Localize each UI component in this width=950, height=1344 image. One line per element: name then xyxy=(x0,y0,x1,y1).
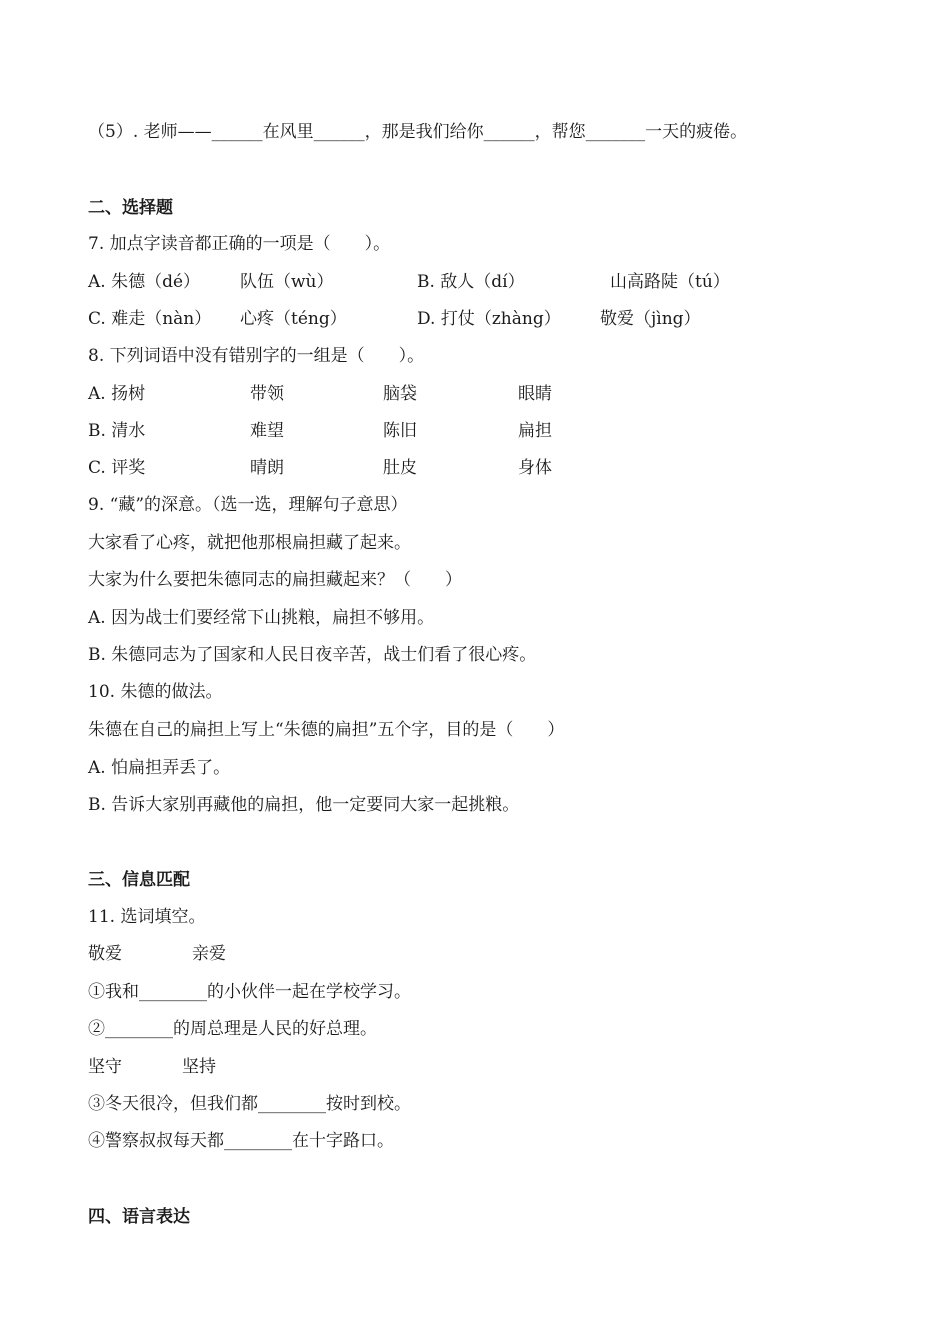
q9-stem: 9. “藏”的深意。（选一选，理解句子意思） xyxy=(88,495,408,515)
q9-option-a: A. 因为战士们要经常下山挑粮，扁担不够用。 xyxy=(88,608,435,628)
q10-stem: 10. 朱德的做法。 xyxy=(88,682,223,702)
q8-row-a-2: 带领 xyxy=(250,384,284,404)
q11-word-c: 坚守 xyxy=(88,1057,122,1077)
q11-word-b: 亲爱 xyxy=(192,944,226,964)
q8-row-b-3: 陈旧 xyxy=(383,421,417,441)
section-heading-matching: 三、信息匹配 xyxy=(88,870,190,890)
section-heading-expression: 四、语言表达 xyxy=(88,1207,190,1227)
q8-row-a-1: A. 扬树 xyxy=(88,384,146,404)
q9-option-b: B. 朱德同志为了国家和人民日夜辛苦，战士们看了很心疼。 xyxy=(88,645,537,665)
intro-line: （5）. 老师——______在风里______，那是我们给你______，帮您_______一天的疲倦。 xyxy=(88,122,748,142)
q8-row-b-1: B. 清水 xyxy=(88,421,146,441)
q11-stem: 11. 选词填空。 xyxy=(88,907,206,927)
q8-row-c-2: 晴朗 xyxy=(250,458,284,478)
q8-row-a-3: 脑袋 xyxy=(383,384,417,404)
q8-row-c-4: 身体 xyxy=(518,458,552,478)
q7-option-c: C. 难走（nàn） xyxy=(88,309,212,329)
q7-option-d: D. 打仗（zhàng） xyxy=(417,309,561,329)
q9-sentence: 大家看了心疼，就把他那根扁担藏了起来。 xyxy=(88,533,411,553)
q7-option-b: B. 敌人（dí） xyxy=(417,272,525,292)
q9-question: 大家为什么要把朱德同志的扁担藏起来？（ ） xyxy=(88,570,462,590)
q7-option-d-word2: 敬爱（jìng） xyxy=(600,309,701,329)
q8-row-c-3: 肚皮 xyxy=(383,458,417,478)
q11-word-a: 敬爱 xyxy=(88,944,122,964)
q11-item-4: ④警察叔叔每天都________在十字路口。 xyxy=(88,1131,394,1151)
q8-row-b-4: 扁担 xyxy=(518,421,552,441)
q11-item-1: ①我和________的小伙伴一起在学校学习。 xyxy=(88,982,411,1002)
q7-stem: 7. 加点字读音都正确的一项是（ ）。 xyxy=(88,234,391,254)
q7-option-a: A. 朱德（dé） xyxy=(88,272,201,292)
q10-option-b: B. 告诉大家别再藏他的扁担，他一定要同大家一起挑粮。 xyxy=(88,795,520,815)
q8-stem: 8. 下列词语中没有错别字的一组是（ ）。 xyxy=(88,346,425,366)
q10-question: 朱德在自己的扁担上写上“朱德的扁担”五个字，目的是（ ） xyxy=(88,720,565,740)
q8-row-b-2: 难望 xyxy=(250,421,284,441)
q7-option-c-word2: 心疼（téng） xyxy=(240,309,347,329)
section-heading-choice: 二、选择题 xyxy=(88,198,173,218)
q8-row-a-4: 眼睛 xyxy=(518,384,552,404)
q7-option-a-word2: 队伍（wù） xyxy=(240,272,334,292)
q10-option-a: A. 怕扁担弄丢了。 xyxy=(88,758,231,778)
q11-item-3: ③冬天很冷，但我们都________按时到校。 xyxy=(88,1094,411,1114)
q7-option-b-word2: 山高路陡（tú） xyxy=(610,272,730,292)
q11-word-d: 坚持 xyxy=(182,1057,216,1077)
q11-item-2: ②________的周总理是人民的好总理。 xyxy=(88,1019,377,1039)
q8-row-c-1: C. 评奖 xyxy=(88,458,146,478)
